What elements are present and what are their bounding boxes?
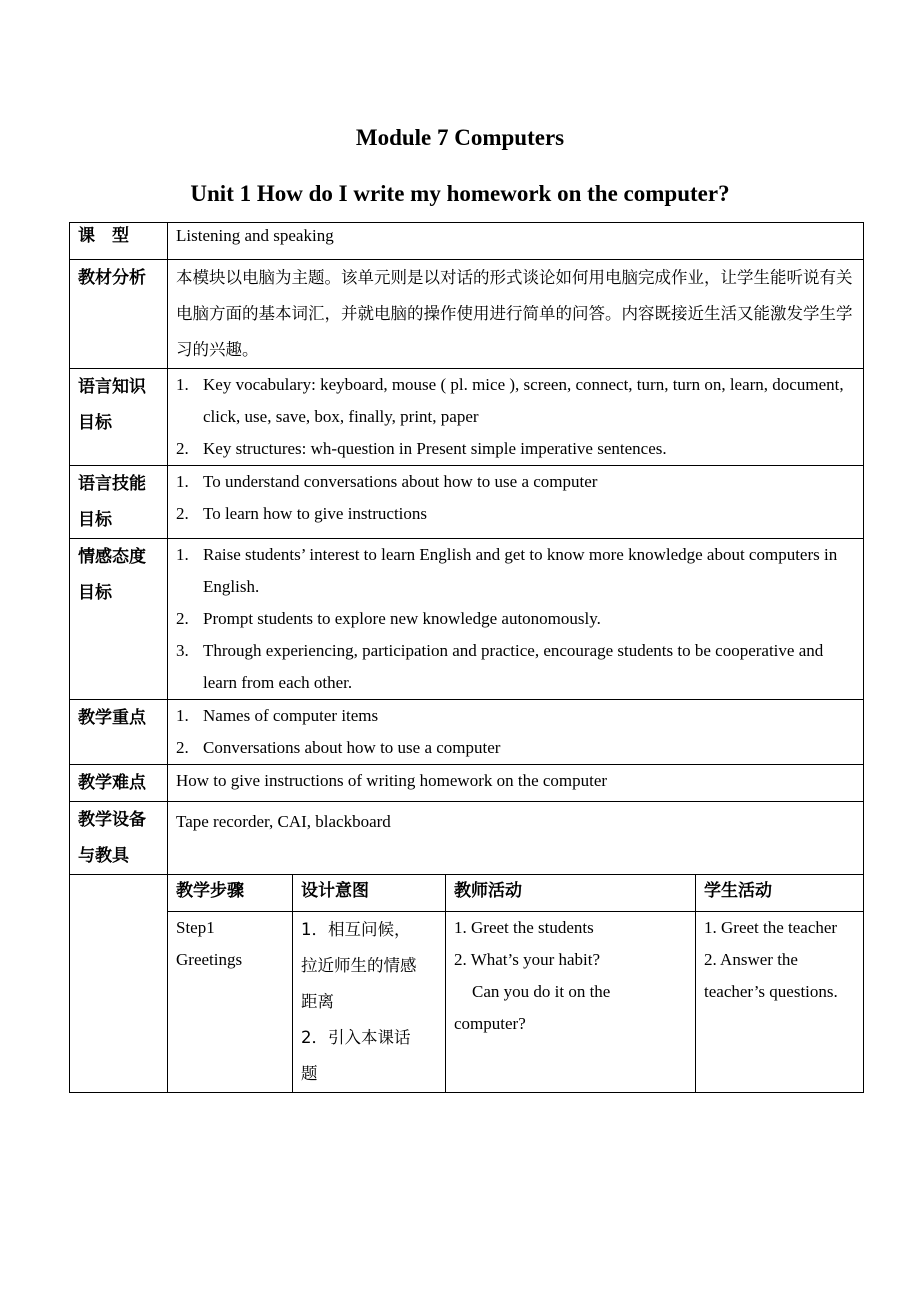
list-number: 2. <box>176 504 189 523</box>
purpose-line: 1．相互问候， <box>301 920 411 939</box>
teacher-line: 1. Greet the students <box>454 918 594 937</box>
list-number: 2. <box>176 439 189 458</box>
step-number: Step1 <box>176 918 215 937</box>
purpose-line: 拉近师生的情感 <box>301 956 417 975</box>
list-item <box>176 539 855 603</box>
list-item <box>176 466 855 498</box>
teacher-line: Can you do it on the <box>472 982 611 1001</box>
row-lesson-type <box>70 223 864 260</box>
row-emotion-goals <box>70 539 864 700</box>
row-knowledge-goals <box>70 369 864 466</box>
purpose-line: 距离 <box>301 992 334 1011</box>
label-line: 语言技能 <box>78 474 146 494</box>
value-knowledge-goals <box>168 369 864 466</box>
unit-title: Unit 1 How do I write my homework on the computer? <box>190 181 730 206</box>
label-lesson-type: 课 型 <box>70 223 168 260</box>
list-item <box>176 700 855 732</box>
list-number: 1. <box>176 375 189 394</box>
value-equipment: Tape recorder, CAI, blackboard <box>168 802 864 875</box>
purpose-line: 2．引入本课话 <box>301 1028 411 1047</box>
header-step: 教学步骤 <box>168 875 293 912</box>
list-item <box>176 603 855 635</box>
value-difficulty: How to give instructions of writing homework on the computer <box>168 765 864 802</box>
procedure-header-row <box>70 875 864 912</box>
row-skill-goals <box>70 466 864 539</box>
student-activity-cell <box>696 912 864 1093</box>
list-number: 2. <box>176 738 189 757</box>
list-item <box>176 498 855 530</box>
label-line: 目标 <box>78 583 112 603</box>
module-title: Module 7 Computers <box>355 125 565 150</box>
teacher-line: 2. What’s your habit? <box>454 950 601 969</box>
step-cell <box>168 912 293 1093</box>
label-line: 教学设备 <box>78 810 146 830</box>
value-lesson-type: Listening and speaking <box>168 223 864 260</box>
label-material-analysis: 教材分析 <box>70 260 168 369</box>
label-line: 语言知识 <box>78 377 146 397</box>
list-text: Prompt students to explore new knowledge autonomously. <box>203 609 601 628</box>
procedure-blank-cell <box>70 875 168 1093</box>
purpose-line: 题 <box>301 1064 318 1083</box>
value-key-points <box>168 700 864 765</box>
header-teacher: 教师活动 <box>446 875 696 912</box>
list-number: 1. <box>176 545 189 564</box>
step-name: Greetings <box>176 950 243 969</box>
value-skill-goals <box>168 466 864 539</box>
list-item <box>176 369 855 433</box>
list-text: To learn how to give instructions <box>203 504 428 523</box>
teacher-line: computer? <box>454 1014 526 1033</box>
student-line: teacher’s questions. <box>704 982 838 1001</box>
row-material-analysis <box>70 260 864 369</box>
list-text: To understand conversations about how to use a computer <box>203 472 598 491</box>
list-item <box>176 732 855 764</box>
row-key-points <box>70 700 864 765</box>
list-item <box>176 635 855 699</box>
list-item <box>176 433 855 465</box>
list-number: 1. <box>176 706 189 725</box>
label-equipment <box>70 802 168 875</box>
header-student: 学生活动 <box>696 875 864 912</box>
list-number: 3. <box>176 641 189 660</box>
teacher-activity-cell <box>446 912 696 1093</box>
list-number: 2. <box>176 609 189 628</box>
lesson-plan-table <box>69 222 864 1093</box>
student-line: 1. Greet the teacher <box>704 918 838 937</box>
student-line: 2. Answer the <box>704 950 798 969</box>
label-knowledge-goals <box>70 369 168 466</box>
list-text: Key vocabulary: keyboard, mouse ( pl. mice ), screen, connect, turn, turn on, learn, document, click, use, save, box, finally, print, paper <box>203 375 844 426</box>
header-purpose: 设计意图 <box>293 875 446 912</box>
label-difficulty: 教学难点 <box>70 765 168 802</box>
procedure-step-row <box>70 912 864 1093</box>
purpose-cell <box>293 912 446 1093</box>
label-line: 与教具 <box>78 846 129 866</box>
list-text: Raise students’ interest to learn English and get to know more knowledge about computers in English. <box>203 545 838 596</box>
label-emotion-goals <box>70 539 168 700</box>
label-skill-goals <box>70 466 168 539</box>
row-equipment <box>70 802 864 875</box>
list-text: Key structures: wh-question in Present simple imperative sentences. <box>203 439 667 458</box>
list-text: Names of computer items <box>203 706 379 725</box>
list-number: 1. <box>176 472 189 491</box>
list-text: Conversations about how to use a computer <box>203 738 501 757</box>
list-text: Through experiencing, participation and practice, encourage students to be cooperative and learn from each other. <box>203 641 824 692</box>
value-material-analysis: 本模块以电脑为主题。该单元则是以对话的形式谈论如何用电脑完成作业，让学生能听说有关电脑方面的基本词汇，并就电脑的操作使用进行简单的问答。内容既接近生活又能激发学生学习的兴趣。 <box>168 260 864 369</box>
label-key-points: 教学重点 <box>70 700 168 765</box>
row-difficulty <box>70 765 864 802</box>
value-emotion-goals <box>168 539 864 700</box>
label-line: 目标 <box>78 510 112 530</box>
label-line: 目标 <box>78 413 112 433</box>
label-line: 情感态度 <box>78 547 146 567</box>
